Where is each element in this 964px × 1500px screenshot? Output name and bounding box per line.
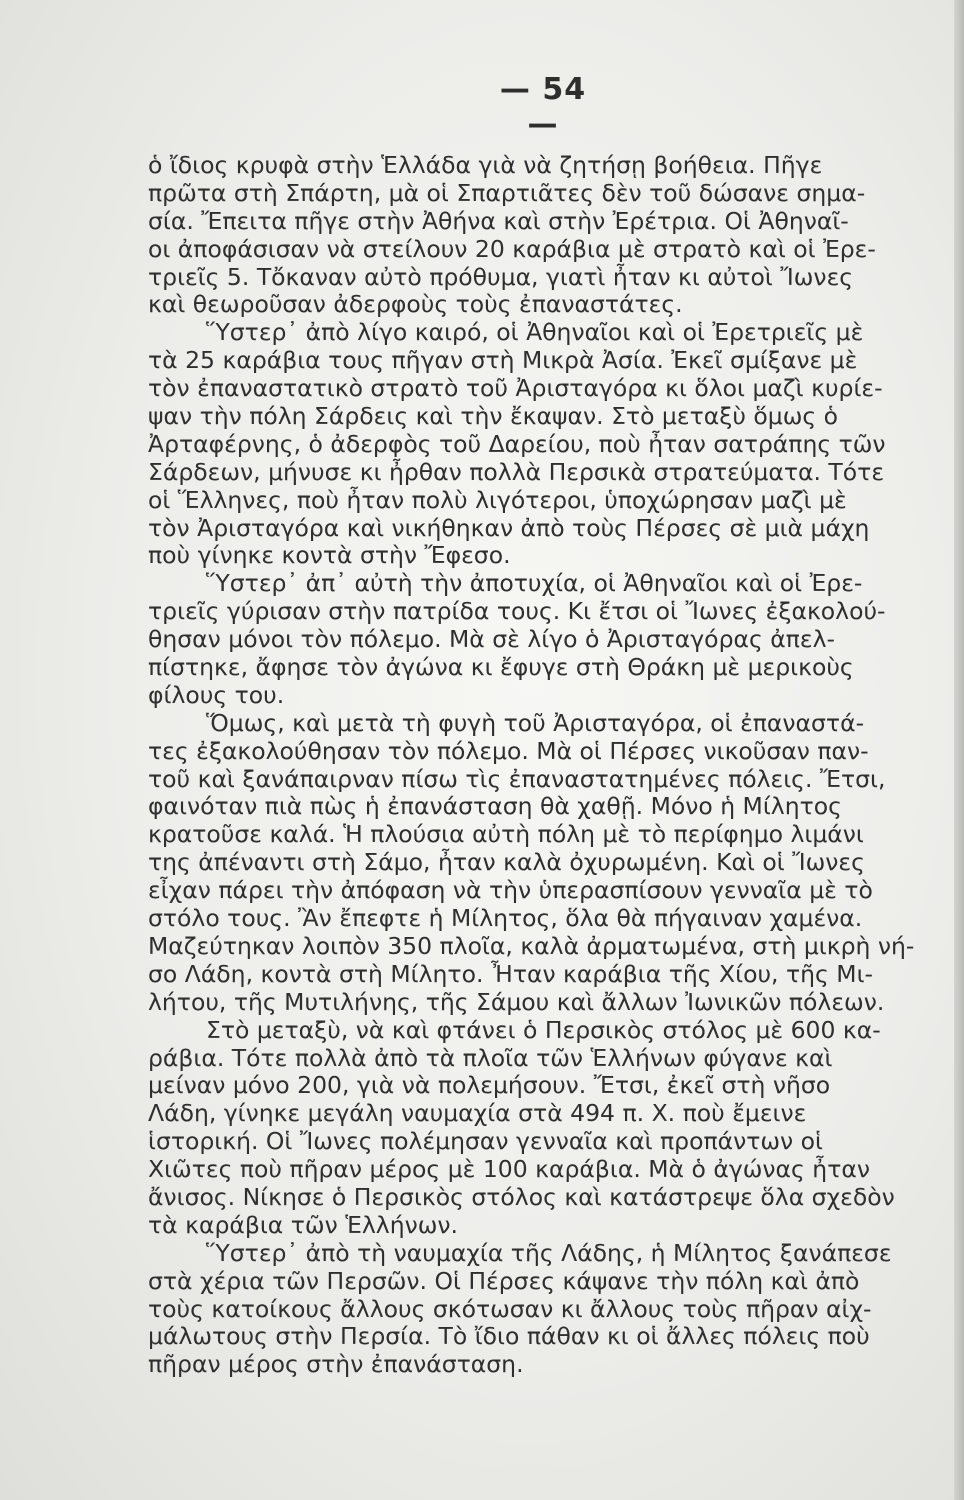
- text-line: φαινόταν πιὰ πὼς ἡ ἐπανάσταση θὰ χαθῇ. Μόνο ἡ Μίλητος: [148, 792, 842, 821]
- text-line: μείναν μόνο 200, γιὰ νὰ πολεμήσουν. Ἔτσι, ἐκεῖ στὴ νῆσο: [148, 1071, 831, 1100]
- text-line: Μαζεύτηκαν λοιπὸν 350 πλοῖα, καλὰ ἀρματωμένα, στὴ μικρὴ νή-: [148, 931, 915, 960]
- paragraph-start-line: Ὕστερ᾽ ἀπ᾽ αὐτὴ τὴν ἀποτυχία, οἱ Ἀθηναῖοι καὶ οἱ Ἐρε-: [206, 569, 863, 598]
- text-line: ἄνισος. Νίκησε ὁ Περσικὸς στόλος καὶ κατάστρεψε ὅλα σχεδὸν: [148, 1182, 895, 1211]
- page-edge-shadow: [954, 0, 964, 1500]
- page-number: — 54 —: [499, 72, 587, 142]
- text-line: φίλους του.: [148, 680, 285, 709]
- text-line: ράβια. Τότε πολλὰ ἀπὸ τὰ πλοῖα τῶν Ἑλλήνων φύγανε καὶ: [148, 1043, 833, 1072]
- text-line: τριεῖς γύρισαν στὴν πατρίδα τους. Κι ἔτσι οἱ Ἴωνες ἐξακολού-: [148, 597, 886, 626]
- text-line: οι ἀποφάσισαν νὰ στείλουν 20 καράβια μὲ στρατὸ καὶ οἱ Ἐρε-: [148, 234, 876, 263]
- text-line: τὸν ἐπαναστατικὸ στρατὸ τοῦ Ἀρισταγόρα κι ὅλοι μαζὶ κυρίε-: [148, 374, 883, 403]
- text-line: τοῦ καὶ ξανάπαιρναν πίσω τὶς ἐπαναστατημένες πόλεις. Ἔτσι,: [148, 764, 886, 793]
- paragraph-start-line: Ὕστερ᾽ ἀπὸ λίγο καιρό, οἱ Ἀθηναῖοι καὶ οἱ Ἐρετριεῖς μὲ: [206, 318, 864, 347]
- text-line: μάλωτους στὴν Περσία. Τὸ ἴδιο πάθαν κι οἱ ἄλλες πόλεις ποὺ: [148, 1322, 870, 1351]
- text-line: Ἀρταφέρνης, ὁ ἀδερφὸς τοῦ Δαρείου, ποὺ ἦταν σατράπης τῶν: [148, 429, 886, 458]
- text-line: καὶ θεωροῦσαν ἀδερφοὺς τοὺς ἐπαναστάτες.: [148, 290, 683, 319]
- body-text: [148, 152, 943, 1379]
- text-line: στόλο τους. Ἂν ἔπεφτε ἡ Μίλητος, ὅλα θὰ πήγαιναν χαμένα.: [148, 904, 863, 933]
- text-line: πῆραν μέρος στὴν ἐπανάσταση.: [148, 1350, 524, 1379]
- text-line: τριεῖς 5. Τὄκαναν αὐτὸ πρόθυμα, γιατὶ ἦταν κι αὐτοὶ Ἴωνες: [148, 262, 854, 291]
- paragraph-start-line: Ὅμως, καὶ μετὰ τὴ φυγὴ τοῦ Ἀρισταγόρα, οἱ ἐπαναστά-: [206, 708, 865, 737]
- text-line: ἱστορική. Οἱ Ἴωνες πολέμησαν γενναῖα καὶ προπάντων οἱ: [148, 1127, 823, 1156]
- text-line: Σάρδεων, μήνυσε κι ἦρθαν πολλὰ Περσικὰ στρατεύματα. Τότε: [148, 457, 885, 486]
- text-line: της ἀπέναντι στὴ Σάμο, ἦταν καλὰ ὀχυρωμένη. Καὶ οἱ Ἴωνες: [148, 848, 865, 877]
- text-line: οἱ Ἕλληνες, ποὺ ἦταν πολὺ λιγότεροι, ὑποχώρησαν μαζὶ μὲ: [148, 485, 847, 514]
- text-line: τες ἐξακολούθησαν τὸν πόλεμο. Μὰ οἱ Πέρσες νικοῦσαν παν-: [148, 736, 869, 765]
- text-line: πίστηκε, ἄφησε τὸν ἀγώνα κι ἔφυγε στὴ Θράκη μὲ μερικοὺς: [148, 653, 854, 682]
- text-line: σία. Ἔπειτα πῆγε στὴν Ἀθήνα καὶ στὴν Ἐρέτρια. Οἱ Ἀθηναῖ-: [148, 206, 849, 235]
- text-line: πρῶτα στὴ Σπάρτη, μὰ οἱ Σπαρτιᾶτες δὲν τοῦ δώσανε σημα-: [148, 178, 866, 207]
- text-line: τὰ 25 καράβια τους πῆγαν στὴ Μικρὰ Ἀσία. Ἐκεῖ σμίξανε μὲ: [148, 346, 858, 375]
- text-line: τοὺς κατοίκους ἄλλους σκότωσαν κι ἄλλους τοὺς πῆραν αἰχ-: [148, 1294, 872, 1323]
- paragraph-start-line: Στὸ μεταξὺ, νὰ καὶ φτάνει ὁ Περσικὸς στόλος μὲ 600 κα-: [206, 1015, 881, 1044]
- text-line: λήτου, τῆς Μυτιλήνης, τῆς Σάμου καὶ ἄλλων Ἰωνικῶν πόλεων.: [148, 987, 885, 1016]
- text-line: θησαν μόνοι τὸν πόλεμο. Μὰ σὲ λίγο ὁ Ἀρισταγόρας ἀπελ-: [148, 625, 835, 654]
- text-line: ψαν τὴν πόλη Σάρδεις καὶ τὴν ἔκαψαν. Στὸ μεταξὺ ὅμως ὁ: [148, 402, 839, 431]
- text-line: ποὺ γίνηκε κοντὰ στὴν Ἔφεσο.: [148, 541, 511, 570]
- text-line: στὰ χέρια τῶν Περσῶν. Οἱ Πέρσες κάψανε τὴν πόλη καὶ ἀπὸ: [148, 1266, 860, 1295]
- paragraph-start-line: Ὕστερ᾽ ἀπὸ τὴ ναυμαχία τῆς Λάδης, ἡ Μίλητος ξανάπεσε: [206, 1238, 892, 1267]
- text-line: τὰ καράβια τῶν Ἑλλήνων.: [148, 1210, 459, 1239]
- text-line: Λάδη, γίνηκε μεγάλη ναυμαχία στὰ 494 π. Χ. ποὺ ἔμεινε: [148, 1099, 807, 1128]
- text-line: εἶχαν πάρει τὴν ἀπόφαση νὰ τὴν ὑπερασπίσουν γενναῖα μὲ τὸ: [148, 876, 873, 905]
- text-line: ὁ ἴδιος κρυφὰ στὴν Ἑλλάδα γιὰ νὰ ζητήσῃ βοήθεια. Πῆγε: [148, 151, 823, 179]
- text-line: σο Λάδη, κοντὰ στὴ Μίλητο. Ἦταν καράβια τῆς Χίου, τῆς Μι-: [148, 959, 874, 988]
- text-line: τὸν Ἀρισταγόρα καὶ νικήθηκαν ἀπὸ τοὺς Πέρσες σὲ μιὰ μάχη: [148, 513, 870, 542]
- text-line: κρατοῦσε καλά. Ἡ πλούσια αὐτὴ πόλη μὲ τὸ περίφημο λιμάνι: [148, 820, 864, 849]
- text-line: Χιῶτες ποὺ πῆραν μέρος μὲ 100 καράβια. Μὰ ὁ ἀγώνας ἦταν: [148, 1155, 870, 1184]
